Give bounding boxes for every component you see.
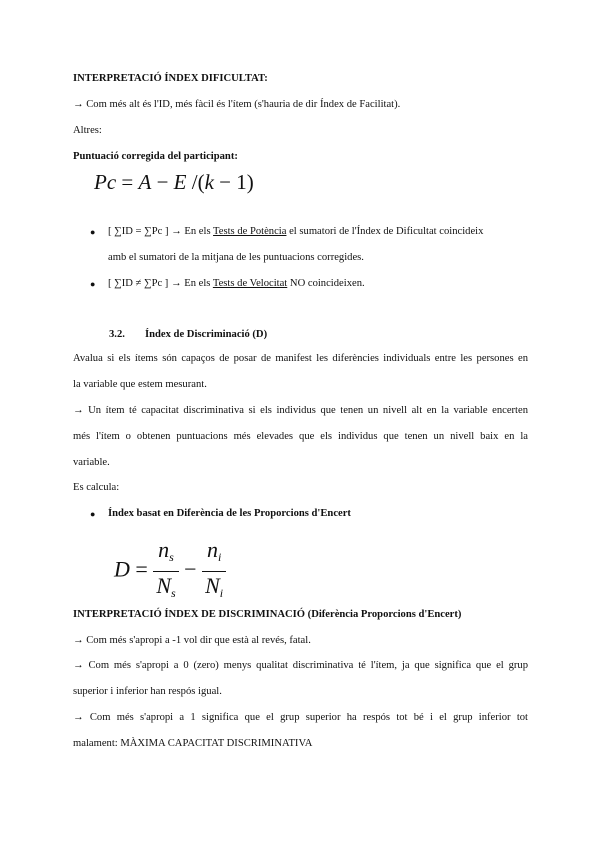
heading-interpretacio-discriminacio: INTERPRETACIÓ ÍNDEX DE DISCRIMINACIÓ (Diferència Proporcions d'Encert) xyxy=(73,609,462,620)
paragraph-u-l2: malament: MÀXIMA CAPACITAT DISCRIMINATIVA xyxy=(73,738,313,749)
heading-puntuacio-corregida: Puntuació corregida del participant: xyxy=(73,151,238,162)
formula-pc-k: k xyxy=(204,170,214,194)
fraction-ns-Ns xyxy=(153,536,178,607)
formula-index-discriminacio xyxy=(114,536,226,607)
paragraph-zero-l1: → Com més s'apropi a 0 (zero) menys qualitat discriminativa té l'ítem, ja que significa que el grup xyxy=(73,660,528,671)
section-title: Índex de Discriminació (D) xyxy=(145,329,268,340)
formula-pc-lhs: Pc xyxy=(94,170,117,194)
formula-pc-slash: /( xyxy=(186,170,205,194)
formula-pc-minus2: − xyxy=(213,170,237,194)
bullet-icon: ● xyxy=(90,279,96,289)
paragraph-id-facilitat: → Com més alt és l'ID, més fàcil és l'ítem (s'hauria de dir Índex de Facilitat). xyxy=(73,99,401,110)
section-heading-3-2 xyxy=(109,328,267,342)
formula-N: N xyxy=(156,573,171,598)
bullet-text: [ ∑ID ≠ ∑Pc ] → En els xyxy=(108,278,213,289)
bullet-icon: ● xyxy=(90,509,96,519)
paragraph-avalua-l2: la variable que estem mesurant. xyxy=(73,379,207,390)
formula-pc-close: ) xyxy=(246,170,254,194)
fraction-ni-Ni xyxy=(202,536,226,607)
subscript-s: s xyxy=(169,550,174,564)
paragraph-zero-l2: superior i inferior han respós igual. xyxy=(73,686,222,697)
bullet-text: NO coincideixen. xyxy=(287,278,365,289)
formula-pc-eq: = xyxy=(116,170,139,194)
link-tests-potencia: Tests de Potència xyxy=(213,226,287,237)
formula-pc-minus: − xyxy=(151,170,174,194)
subscript-s: s xyxy=(171,586,176,600)
formula-pc-a: A xyxy=(138,170,152,194)
label-altres: Altres: xyxy=(73,125,102,136)
bullet-text: el sumatori de l'Índex de Dificultat coincideix xyxy=(286,226,484,237)
bullet-item-potencia xyxy=(108,225,483,239)
bullet-icon: ● xyxy=(90,227,96,237)
formula-N: N xyxy=(205,573,220,598)
formula-d-eq: = xyxy=(129,556,154,582)
section-number: 3.2. xyxy=(109,329,125,340)
formula-n: n xyxy=(206,537,218,562)
paragraph-capacitat-l1: → Un ítem té capacitat discriminativa si els individus que tenen un nivell alt en la variable encerten xyxy=(73,405,528,416)
paragraph-menys-u: → Com més s'apropi a -1 vol dir que està al revés, fatal. xyxy=(73,635,311,646)
formula-pc-one: 1 xyxy=(236,170,247,194)
formula-d-minus: − xyxy=(178,556,203,582)
bullet-item-potencia-cont: amb el sumatori de la mitjana de les puntuacions corregides. xyxy=(108,252,364,263)
label-es-calcula: Es calcula: xyxy=(73,482,120,493)
bullet-index-proporcions: Índex basat en Diferència de les Proporcions d'Encert xyxy=(108,508,351,519)
formula-n: n xyxy=(158,537,170,562)
subscript-i: i xyxy=(217,550,222,564)
paragraph-u-l1: → Com més s'apropi a 1 significa que el grup superior ha respós tot bé i el grup inferior tot xyxy=(73,712,528,723)
subscript-i: i xyxy=(219,586,224,600)
link-tests-velocitat: Tests de Velocitat xyxy=(212,278,288,289)
heading-interpretacio-dificultat: INTERPRETACIÓ ÍNDEX DIFICULTAT: xyxy=(73,73,268,84)
formula-puntuacio-corregida xyxy=(94,168,254,196)
bullet-item-velocitat xyxy=(108,277,365,291)
paragraph-capacitat-l3: variable. xyxy=(73,457,110,468)
paragraph-avalua-l1: Avalua si els ítems són capaços de posar de manifest les diferències individuals entre les persones en xyxy=(73,353,528,364)
paragraph-capacitat-l2: més l'ítem o obtenen puntuacions més elevades que els individus que tenen un nivell baix en la xyxy=(73,431,528,442)
formula-pc-e: E xyxy=(173,170,187,194)
formula-d-lhs: D xyxy=(114,556,130,582)
bullet-text: [ ∑ID = ∑Pc ] → En els xyxy=(108,226,214,237)
